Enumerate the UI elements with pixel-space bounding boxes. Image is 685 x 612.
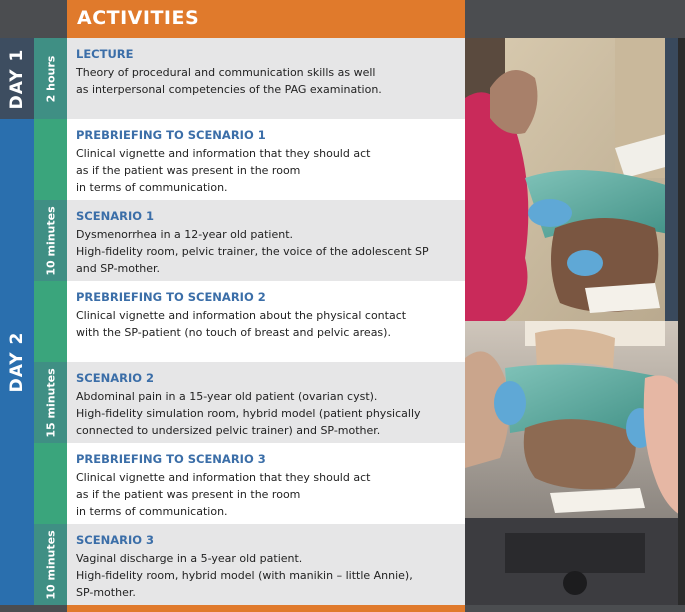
row-line: Clinical vignette and information that they should act <box>76 147 371 160</box>
row-line: Dysmenorrhea in a 12-year old patient. <box>76 228 294 241</box>
row-prebriefing-1 <box>67 119 465 200</box>
simulation-photos <box>465 38 685 605</box>
row-line: SP-mother. <box>76 586 136 599</box>
row-scenario-2 <box>67 362 465 443</box>
row-lecture <box>67 38 465 119</box>
row-scenario-1 <box>67 200 465 281</box>
row-description <box>76 64 456 98</box>
row-line: and SP-mother. <box>76 262 161 275</box>
header-title: ACTIVITIES <box>77 7 200 29</box>
row-line: in terms of communication. <box>76 505 228 518</box>
row-line: High-fidelity room, pelvic trainer, the voice of the adolescent SP <box>76 245 429 258</box>
duration-label: 15 minutes <box>44 367 57 438</box>
row-scenario-3 <box>67 524 465 605</box>
duration-scenario-2 <box>34 362 67 443</box>
duration-prebriefing-2 <box>34 281 67 362</box>
duration-scenario-1 <box>34 200 67 281</box>
day1-column <box>0 38 34 119</box>
row-description <box>76 307 456 341</box>
duration-label: 10 minutes <box>44 205 57 276</box>
header-right-block <box>465 0 685 38</box>
row-line: as if the patient was present in the room <box>76 488 301 501</box>
row-title: PREBRIEFING TO SCENARIO 3 <box>76 452 266 466</box>
row-line: with the SP-patient (no touch of breast and pelvic areas). <box>76 326 391 339</box>
duration-scenario-3 <box>34 524 67 605</box>
footer-accent-bar <box>67 605 465 612</box>
header-bar <box>67 0 465 38</box>
row-title: LECTURE <box>76 47 134 61</box>
row-prebriefing-2 <box>67 281 465 362</box>
row-description <box>76 145 456 196</box>
day2-column <box>0 119 34 605</box>
row-title: SCENARIO 2 <box>76 371 155 385</box>
footer-strip <box>0 605 685 612</box>
row-description <box>76 226 456 277</box>
row-line: connected to undersized pelvic trainer) and SP-mother. <box>76 424 381 437</box>
row-line: Clinical vignette and information that they should act <box>76 471 371 484</box>
row-line: Abdominal pain in a 15-year old patient (ovarian cyst). <box>76 390 378 403</box>
row-title: PREBRIEFING TO SCENARIO 1 <box>76 128 266 142</box>
day1-label: DAY 1 <box>7 48 27 109</box>
row-line: High-fidelity simulation room, hybrid model (patient physically <box>76 407 421 420</box>
duration-label: 2 hours <box>44 55 57 102</box>
row-line: as interpersonal competencies of the PAG examination. <box>76 83 382 96</box>
day2-label: DAY 2 <box>7 331 27 393</box>
row-line: Clinical vignette and information about the physical contact <box>76 309 407 322</box>
row-description <box>76 469 456 520</box>
duration-label: 10 minutes <box>44 529 57 600</box>
row-description <box>76 388 456 439</box>
simulation-photo-illustration <box>465 38 685 605</box>
row-line: Vaginal discharge in a 5-year old patient. <box>76 552 303 565</box>
row-prebriefing-3 <box>67 443 465 524</box>
row-title: SCENARIO 3 <box>76 533 155 547</box>
duration-prebriefing-3 <box>34 443 67 524</box>
row-title: SCENARIO 1 <box>76 209 155 223</box>
row-line: High-fidelity room, hybrid model (with manikin – little Annie), <box>76 569 413 582</box>
duration-prebriefing-1 <box>34 119 67 200</box>
photo-border <box>678 38 685 605</box>
row-line: Theory of procedural and communication skills as well <box>76 66 376 79</box>
row-description <box>76 550 456 601</box>
duration-lecture <box>34 38 67 119</box>
row-line: as if the patient was present in the room <box>76 164 301 177</box>
row-line: in terms of communication. <box>76 181 228 194</box>
row-title: PREBRIEFING TO SCENARIO 2 <box>76 290 266 304</box>
header-left-block <box>0 0 67 38</box>
